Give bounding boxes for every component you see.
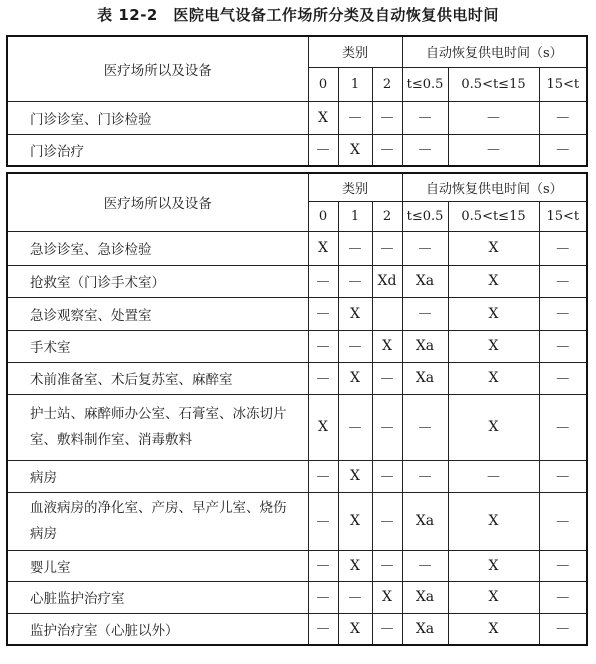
table-title: 表 12-2 医院电气设备工作场所分类及自动恢复供电时间: [97, 6, 499, 24]
cell: X: [448, 394, 539, 460]
row-name: 急诊诊室、急诊检验: [7, 231, 308, 265]
cell: —: [372, 134, 402, 166]
cell: —: [308, 330, 338, 362]
header-time-1: t≤0.5: [402, 67, 448, 101]
cell: —: [372, 362, 402, 394]
row-name: 血液病房的净化室、产房、早产儿室、烧伤病房: [7, 492, 308, 550]
table-row: [7, 613, 587, 645]
cell: —: [539, 492, 587, 550]
cell: X: [308, 231, 338, 265]
header-class-1: 1: [338, 67, 372, 101]
cell: —: [539, 581, 587, 613]
header-time: 自动恢复供电时间（s）: [402, 36, 587, 67]
cell: X: [448, 550, 539, 581]
cell: —: [402, 394, 448, 460]
cell: X: [448, 231, 539, 265]
table-row: [7, 460, 587, 492]
header-place: 医疗场所以及设备: [7, 173, 308, 231]
cell: X: [308, 101, 338, 134]
cell: X: [372, 581, 402, 613]
cell: X: [338, 550, 372, 581]
cell: —: [539, 613, 587, 645]
table-row: [7, 231, 587, 265]
header-time-2: 0.5<t≤15: [448, 201, 539, 231]
cell: X: [338, 297, 372, 330]
header-time-1: t≤0.5: [402, 201, 448, 231]
cell: —: [448, 460, 539, 492]
cell: —: [372, 613, 402, 645]
cell: —: [338, 265, 372, 297]
cell: —: [402, 134, 448, 166]
row-name: 门诊治疗: [7, 134, 308, 166]
cell: X: [338, 460, 372, 492]
cell: X: [338, 362, 372, 394]
table-row: [7, 492, 587, 550]
table-row: [7, 550, 587, 581]
table-emergency-inpatient: [6, 172, 588, 646]
cell: —: [372, 550, 402, 581]
cell: Xa: [402, 581, 448, 613]
cell: —: [308, 134, 338, 166]
table-row: [7, 265, 587, 297]
cell: —: [539, 101, 587, 134]
table-row: [7, 134, 587, 166]
table-row: [7, 394, 587, 460]
cell: —: [539, 394, 587, 460]
cell: —: [402, 550, 448, 581]
cell: —: [372, 394, 402, 460]
cell: —: [308, 581, 338, 613]
row-name: 手术室: [7, 330, 308, 362]
cell: X: [448, 492, 539, 550]
header-time: 自动恢复供电时间（s）: [402, 173, 587, 201]
cell: —: [372, 231, 402, 265]
row-name: 婴儿室: [7, 550, 308, 581]
table-row: [7, 330, 587, 362]
cell: —: [338, 394, 372, 460]
row-name: 病房: [7, 460, 308, 492]
header-class-0: 0: [308, 201, 338, 231]
cell: —: [308, 265, 338, 297]
cell: —: [338, 581, 372, 613]
cell: —: [539, 460, 587, 492]
table-outpatient: [6, 35, 588, 167]
cell: —: [448, 101, 539, 134]
table-row: [7, 362, 587, 394]
header-time-3: 15<t: [539, 201, 587, 231]
header-place: 医疗场所以及设备: [7, 36, 308, 101]
cell: —: [338, 231, 372, 265]
cell: X: [448, 265, 539, 297]
cell: [372, 297, 402, 330]
row-name: 急诊观察室、处置室: [7, 297, 308, 330]
table-row: [7, 297, 587, 330]
header-class-0: 0: [308, 67, 338, 101]
cell: X: [338, 613, 372, 645]
cell: —: [539, 330, 587, 362]
cell: —: [539, 550, 587, 581]
cell: Xa: [402, 362, 448, 394]
cell: —: [372, 492, 402, 550]
cell: —: [308, 297, 338, 330]
cell: Xa: [402, 613, 448, 645]
header-time-3: 15<t: [539, 67, 587, 101]
cell: —: [372, 101, 402, 134]
cell: —: [308, 362, 338, 394]
row-name: 监护治疗室（心脏以外）: [7, 613, 308, 645]
cell: Xa: [402, 492, 448, 550]
header-time-2: 0.5<t≤15: [448, 67, 539, 101]
row-name: 护士站、麻醉师办公室、石膏室、冰冻切片室、敷料制作室、消毒敷料: [7, 394, 308, 460]
cell: —: [402, 101, 448, 134]
cell: —: [308, 613, 338, 645]
row-name: 术前准备室、术后复苏室、麻醉室: [7, 362, 308, 394]
row-name: 抢救室（门诊手术室）: [7, 265, 308, 297]
cell: X: [308, 394, 338, 460]
cell: —: [539, 231, 587, 265]
cell: —: [308, 492, 338, 550]
cell: X: [448, 362, 539, 394]
cell: X: [372, 330, 402, 362]
row-name: 门诊诊室、门诊检验: [7, 101, 308, 134]
cell: Xa: [402, 265, 448, 297]
cell: —: [539, 134, 587, 166]
cell: X: [448, 581, 539, 613]
cell: X: [448, 613, 539, 645]
cell: —: [402, 231, 448, 265]
header-class-2: 2: [372, 67, 402, 101]
cell: Xa: [402, 330, 448, 362]
header-class: 类别: [308, 36, 402, 67]
cell: —: [539, 362, 587, 394]
cell: X: [338, 134, 372, 166]
cell: —: [402, 460, 448, 492]
row-name: 心脏监护治疗室: [7, 581, 308, 613]
cell: —: [338, 330, 372, 362]
header-class-1: 1: [338, 201, 372, 231]
cell: X: [338, 492, 372, 550]
cell: X: [448, 330, 539, 362]
cell: —: [539, 265, 587, 297]
cell: —: [448, 134, 539, 166]
cell: X: [448, 297, 539, 330]
cell: —: [402, 297, 448, 330]
table-row: [7, 581, 587, 613]
cell: —: [372, 460, 402, 492]
cell: —: [539, 297, 587, 330]
cell: Xd: [372, 265, 402, 297]
table-row: [7, 101, 587, 134]
cell: —: [308, 460, 338, 492]
cell: —: [308, 550, 338, 581]
header-class: 类别: [308, 173, 402, 201]
cell: —: [338, 101, 372, 134]
header-class-2: 2: [372, 201, 402, 231]
